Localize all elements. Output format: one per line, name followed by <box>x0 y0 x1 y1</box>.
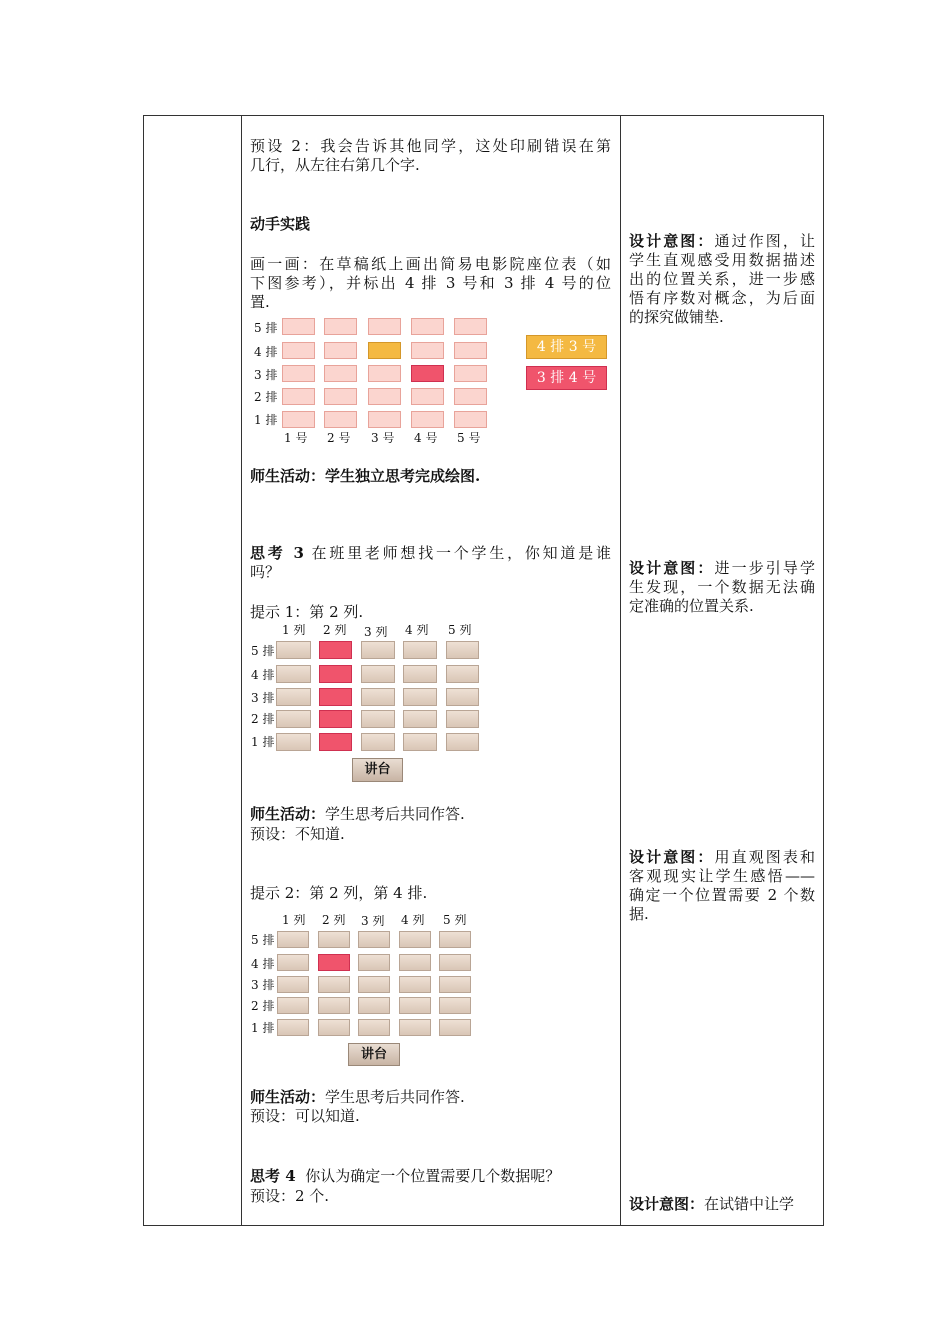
cinema-seat <box>368 388 401 405</box>
class1-col-label: 4 列 <box>405 623 429 637</box>
cinema-seat <box>324 411 357 428</box>
class1-desk <box>446 665 479 683</box>
activity3 <box>250 1088 465 1107</box>
column-divider-1 <box>241 116 242 1225</box>
class2-col-label: 2 列 <box>322 913 346 927</box>
cinema-seat <box>368 318 401 335</box>
class1-row-label: 5 排 <box>251 644 275 658</box>
draw-text-line3: 置. <box>250 293 270 311</box>
cinema-seat <box>411 342 444 359</box>
class1-desk <box>446 688 479 706</box>
cinema-row-label: 2 排 <box>254 390 278 404</box>
intent1-line5: 的探究做铺垫. <box>629 308 724 326</box>
practice-heading: 动手实践 <box>250 215 311 233</box>
cinema-seat <box>282 318 315 335</box>
intent1-line1 <box>629 232 815 251</box>
cinema-seat <box>454 318 487 335</box>
cinema-seat <box>411 411 444 428</box>
class1-row-label: 2 排 <box>251 712 275 726</box>
class1-row-label: 3 排 <box>251 691 275 705</box>
class2-col-label: 1 列 <box>282 913 306 927</box>
class2-desk <box>318 1019 350 1036</box>
class2-row-label: 5 排 <box>251 933 275 947</box>
column-divider-2 <box>620 116 621 1225</box>
activity2-label: 师生活动： <box>250 805 326 823</box>
class1-desk <box>446 641 479 659</box>
cinema-seat <box>411 388 444 405</box>
intent1-text: 通过作图，让 <box>714 232 815 250</box>
cinema-row-label: 3 排 <box>254 368 278 382</box>
intent4-text: 在试错中让学 <box>704 1195 795 1213</box>
intent3-line2: 客观现实让学生感悟—— <box>629 867 815 885</box>
class1-desk <box>446 710 479 728</box>
draw-text-line1: 画一画：在草稿纸上画出简易电影院座位表（如 <box>250 255 611 273</box>
class2-desk <box>399 997 431 1014</box>
class2-desk <box>399 931 431 948</box>
class2-desk <box>277 997 309 1014</box>
class2-desk <box>439 976 471 993</box>
class2-desk <box>399 1019 431 1036</box>
class1-desk <box>446 733 479 751</box>
cinema-row-label: 5 排 <box>254 321 278 335</box>
think3-line2: 吗？ <box>250 563 281 581</box>
class2-desk <box>277 931 309 948</box>
think3-text: 在班里老师想找一个学生，你知道是谁 <box>311 544 611 562</box>
tag-4-3: 4 排 3 号 <box>526 335 607 359</box>
class2-row-label: 1 排 <box>251 1021 275 1035</box>
cinema-row-label: 1 排 <box>254 413 278 427</box>
class2-desk <box>399 976 431 993</box>
class1-desk <box>276 688 311 706</box>
preset2-line2: 几行，从左往右第几个字. <box>250 156 420 174</box>
activity3-text: 学生思考后共同作答. <box>325 1088 465 1106</box>
intent1-label: 设计意图： <box>629 232 715 250</box>
cinema-col-label: 4 号 <box>414 431 438 445</box>
intent4-line1 <box>629 1195 794 1214</box>
think3-label: 思考 3 <box>250 544 304 562</box>
class1-desk-col2-highlight <box>319 641 352 659</box>
think4-text: 你认为确定一个位置需要几个数据呢？ <box>305 1167 561 1185</box>
intent2-line1 <box>629 559 815 578</box>
cinema-seat-3-4-highlight <box>411 365 444 382</box>
intent2-text: 进一步引导学 <box>714 559 815 577</box>
class2-desk <box>318 931 350 948</box>
class1-desk <box>361 641 395 659</box>
intent1-line4: 悟有序数对概念，为后面 <box>629 289 815 307</box>
think4-label: 思考 4 <box>250 1167 296 1185</box>
class2-col-label: 5 列 <box>443 913 467 927</box>
cinema-seat <box>411 318 444 335</box>
cinema-seat <box>454 342 487 359</box>
intent3-label: 设计意图： <box>629 848 715 866</box>
class1-desk-col2-highlight <box>319 665 352 683</box>
class1-desk-col2-highlight <box>319 710 352 728</box>
class2-desk <box>439 931 471 948</box>
cinema-col-label: 3 号 <box>371 431 395 445</box>
class1-desk <box>276 641 311 659</box>
class2-desk <box>277 976 309 993</box>
activity2 <box>250 805 465 824</box>
class1-desk <box>276 733 311 751</box>
cinema-seat <box>368 411 401 428</box>
class2-desk <box>318 997 350 1014</box>
preset-two: 预设：2 个. <box>250 1187 330 1205</box>
class2-desk <box>358 1019 390 1036</box>
cinema-row-label: 4 排 <box>254 345 278 359</box>
intent3-line4: 据. <box>629 905 649 923</box>
cinema-seat-4-3-highlight <box>368 342 401 359</box>
hint1: 提示 1：第 2 列. <box>250 603 364 621</box>
class1-row-label: 4 排 <box>251 668 275 682</box>
activity2-text: 学生思考后共同作答. <box>325 805 465 823</box>
class1-desk-col2-highlight <box>319 733 352 751</box>
activity3-label: 师生活动： <box>250 1088 326 1106</box>
cinema-seat <box>324 342 357 359</box>
intent1-line2: 学生直观感受用数据描述 <box>629 251 815 269</box>
cinema-col-label: 1 号 <box>284 431 308 445</box>
class1-desk <box>403 733 437 751</box>
class1-desk <box>361 710 395 728</box>
intent2-line3: 定准确的位置关系. <box>629 597 754 615</box>
class2-desk <box>277 1019 309 1036</box>
intent2-line2: 生发现，一个数据无法确 <box>629 578 815 596</box>
class1-desk <box>403 641 437 659</box>
class1-desk <box>403 710 437 728</box>
cinema-seat <box>368 365 401 382</box>
preset-yes: 预设：可以知道. <box>250 1107 360 1125</box>
class1-col-label: 3 列 <box>364 625 388 639</box>
cinema-col-label: 2 号 <box>327 431 351 445</box>
class1-row-label: 1 排 <box>251 735 275 749</box>
think4 <box>250 1167 560 1186</box>
class1-desk <box>403 665 437 683</box>
class2-desk-col2-row4-highlight <box>318 954 350 971</box>
hint2: 提示 2：第 2 列，第 4 排. <box>250 884 428 902</box>
class2-desk <box>358 954 390 971</box>
class2-col-label: 3 列 <box>361 914 385 928</box>
think3-line1 <box>250 544 611 563</box>
preset2-line1: 预设 2：我会告诉其他同学，这处印刷错误在第 <box>250 137 611 155</box>
class2-desk <box>399 954 431 971</box>
cinema-col-label: 5 号 <box>457 431 481 445</box>
cinema-seat <box>282 388 315 405</box>
class2-row-label: 2 排 <box>251 999 275 1013</box>
class1-col-label: 5 列 <box>448 623 472 637</box>
class2-podium: 讲台 <box>348 1043 400 1066</box>
tag-3-4: 3 排 4 号 <box>526 366 607 390</box>
cinema-seat <box>324 388 357 405</box>
class2-desk <box>439 1019 471 1036</box>
class1-podium: 讲台 <box>352 758 403 782</box>
class1-desk <box>361 665 395 683</box>
class1-col-label: 1 列 <box>282 623 306 637</box>
class1-desk <box>276 665 311 683</box>
class1-desk <box>403 688 437 706</box>
class2-desk <box>277 954 309 971</box>
intent3-line3: 确定一个位置需要 2 个数 <box>629 886 815 904</box>
class2-desk <box>358 997 390 1014</box>
cinema-seat <box>324 318 357 335</box>
class2-desk <box>318 976 350 993</box>
class1-col-label: 2 列 <box>323 623 347 637</box>
activity1: 师生活动：学生独立思考完成绘图. <box>250 467 481 485</box>
class1-desk <box>276 710 311 728</box>
intent2-label: 设计意图： <box>629 559 715 577</box>
class2-row-label: 4 排 <box>251 957 275 971</box>
class2-col-label: 4 列 <box>401 913 425 927</box>
class2-desk <box>358 976 390 993</box>
cinema-seat <box>454 411 487 428</box>
class2-row-label: 3 排 <box>251 978 275 992</box>
cinema-seat <box>282 365 315 382</box>
cinema-seat <box>454 388 487 405</box>
class1-desk <box>361 733 395 751</box>
class1-desk <box>361 688 395 706</box>
class2-desk <box>358 931 390 948</box>
preset-no: 预设：不知道. <box>250 825 345 843</box>
intent4-label: 设计意图： <box>629 1195 705 1213</box>
cinema-seat <box>282 411 315 428</box>
class2-desk <box>439 954 471 971</box>
draw-text-line2: 下图参考），并标出 4 排 3 号和 3 排 4 号的位 <box>250 274 611 292</box>
cinema-seat <box>454 365 487 382</box>
class2-desk <box>439 997 471 1014</box>
cinema-seat <box>282 342 315 359</box>
cinema-seat <box>324 365 357 382</box>
intent3-line1 <box>629 848 815 867</box>
class1-desk-col2-highlight <box>319 688 352 706</box>
intent3-text: 用直观图表和 <box>714 848 815 866</box>
intent1-line3: 出的位置关系，进一步感 <box>629 270 815 288</box>
